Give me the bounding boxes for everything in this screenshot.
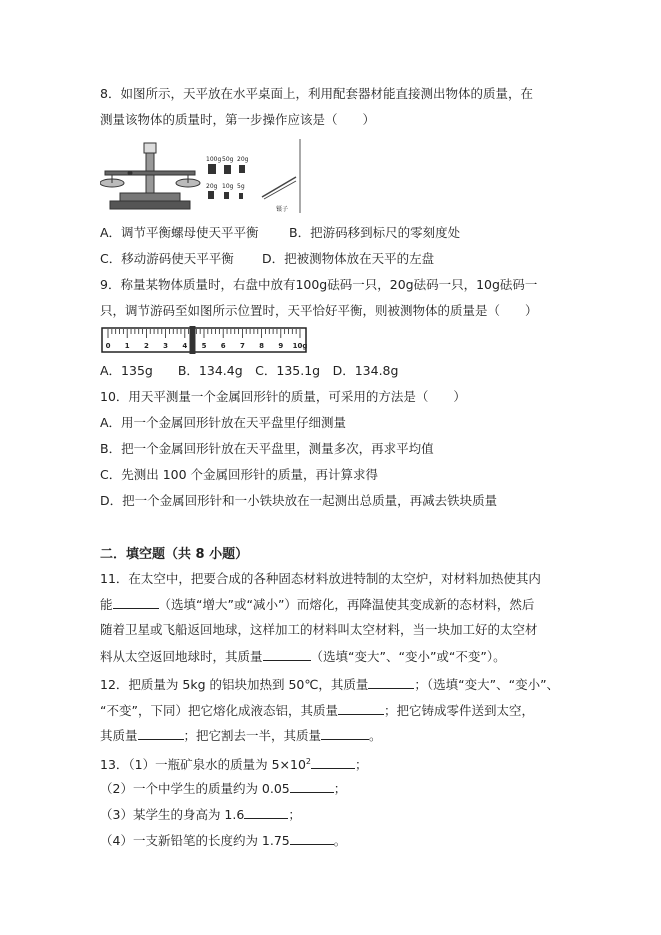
- q12-text: 。: [369, 728, 382, 743]
- q8-option-a: A．调节平衡螺母使天平平衡: [100, 225, 259, 240]
- q12-text: ；把它铸成零件送到太空，: [383, 703, 534, 718]
- q13-text: 。: [333, 833, 347, 848]
- answer-blank[interactable]: [311, 755, 355, 769]
- ruler-label: 1: [124, 342, 130, 350]
- rider-icon: [189, 326, 195, 354]
- answer-blank[interactable]: [290, 831, 334, 845]
- q8-option-b: B．把游码移到标尺的零刻度处: [289, 225, 461, 240]
- ruler-label: 6: [220, 342, 226, 350]
- q11-text: 能: [100, 597, 113, 612]
- answer-blank[interactable]: [263, 647, 311, 661]
- q13-text: （2）一个中学生的质量约为 0.05: [100, 781, 290, 796]
- q11-text: （选填“增大”或“减小”）而熔化，再降温使其变成新的态材料，然后: [158, 597, 535, 612]
- q11-line4: [100, 647, 506, 666]
- q11-line3: 随着卫星或飞船返回地球，这样加工的材料叫太空材料，当一块加工好的太空材: [100, 622, 538, 637]
- ruler-label: 0: [105, 342, 111, 350]
- q11-text: （选填“变大”、“变小”或“不变”）。: [310, 649, 506, 664]
- tweezers-icon: [262, 139, 300, 213]
- q12-line3: [100, 726, 382, 745]
- q8-option-c: C．移动游码使天平平衡: [100, 251, 234, 266]
- q12-text: ；把它割去一半，其质量: [183, 728, 322, 743]
- answer-blank[interactable]: [321, 726, 369, 740]
- q12-line2: [100, 701, 534, 720]
- q13-line4: [100, 831, 346, 850]
- q12-text: 12．把质量为 5kg 的铝块加热到 50℃，其质量: [100, 677, 369, 692]
- ruler-label: 3: [163, 342, 169, 350]
- q13-text: ；: [355, 757, 368, 773]
- ruler-label: 2: [143, 342, 149, 350]
- q10-option-c: C．先测出 100 个金属回形针的质量，再计算求得: [100, 467, 379, 482]
- balance-scale-icon: [100, 143, 200, 209]
- q10-option-b: B．把一个金属回形针放在天平盘里，测量多次，再求平均值: [100, 441, 434, 456]
- section-title: 二．填空题（共 8 小题）: [100, 547, 249, 562]
- weight-icon: [224, 192, 229, 199]
- q9-options: A．135g B．134.4g C．135.1g D．134.8g: [100, 363, 399, 378]
- weight-icon: [239, 165, 245, 173]
- answer-blank[interactable]: [368, 675, 414, 689]
- answer-blank[interactable]: [244, 805, 288, 819]
- answer-blank[interactable]: [138, 726, 184, 740]
- q13-text: ；: [333, 781, 347, 796]
- q8-option-d: D．把被测物体放在天平的左盘: [262, 251, 435, 266]
- answer-blank[interactable]: [290, 779, 334, 793]
- balance-figure: [100, 135, 310, 215]
- rider-ruler-figure: [100, 326, 310, 356]
- ruler-label: 9: [278, 342, 284, 350]
- weight-label: 50g: [222, 156, 234, 163]
- weights-set: [206, 156, 249, 199]
- answer-blank[interactable]: [113, 595, 159, 609]
- q13-line3: [100, 805, 301, 824]
- q8-stem-line1: 8．如图所示，天平放在水平桌面上，利用配套器材能直接测出物体的质量，在: [100, 86, 533, 101]
- ruler-label: 7: [239, 342, 245, 350]
- q13-text: （4）一支新铅笔的长度约为 1.75: [100, 833, 290, 848]
- weight-icon: [208, 164, 216, 174]
- q9-stem-line2: 只，调节游码至如图所示位置时，天平恰好平衡，则被测物体的质量是（ ）: [100, 303, 538, 318]
- q13-text: ；: [288, 807, 301, 822]
- q12-text: “不变”，下同）把它熔化成液态铝，其质量: [100, 703, 338, 718]
- weight-label: 20g: [206, 183, 218, 190]
- weight-icon: [239, 193, 243, 199]
- ruler-label: 4: [182, 342, 188, 350]
- q11-line1: 11．在太空中，把要合成的各种固态材料放进特制的太空炉，对材料加热使其内: [100, 571, 541, 586]
- weight-label: 5g: [237, 183, 245, 190]
- q13-exponent: 2: [305, 757, 312, 766]
- q12-text: ；（选填“变大”、“变小”、: [414, 677, 560, 692]
- weight-icon: [208, 191, 214, 199]
- weight-label: 10g: [222, 183, 234, 190]
- q11-line2: [100, 595, 534, 614]
- weight-label: 20g: [237, 156, 249, 163]
- q13-line1: [100, 753, 368, 774]
- q12-text: 其质量: [100, 728, 138, 743]
- q13-text: （3）某学生的身高为 1.6: [100, 807, 245, 822]
- weight-icon: [224, 165, 231, 174]
- q8-stem-line2: 测量该物体的质量时，第一步操作应该是（ ）: [100, 112, 376, 127]
- tweezers-label: 镊子: [276, 206, 289, 213]
- q10-stem: 10．用天平测量一个金属回形针的质量，可采用的方法是（ ）: [100, 389, 466, 404]
- q13-text: 13．（1）一瓶矿泉水的质量为 5×10: [100, 757, 306, 773]
- ruler-label: 5: [201, 342, 207, 350]
- ruler-label: 10g: [292, 342, 308, 350]
- answer-blank[interactable]: [338, 701, 384, 715]
- weight-label: 100g: [206, 156, 222, 163]
- q9-stem-line1: 9．称量某物体质量时，右盘中放有100g砝码一只，20g砝码一只，10g砝码一: [100, 277, 538, 292]
- q11-text: 料从太空返回地球时，其质量: [100, 649, 263, 664]
- q10-option-a: A．用一个金属回形针放在天平盘里仔细测量: [100, 415, 347, 430]
- q12-line1: [100, 675, 559, 694]
- q10-option-d: D．把一个金属回形针和一小铁块放在一起测出总质量，再减去铁块质量: [100, 493, 498, 508]
- ruler-label: 8: [259, 342, 265, 350]
- q13-line2: [100, 779, 346, 798]
